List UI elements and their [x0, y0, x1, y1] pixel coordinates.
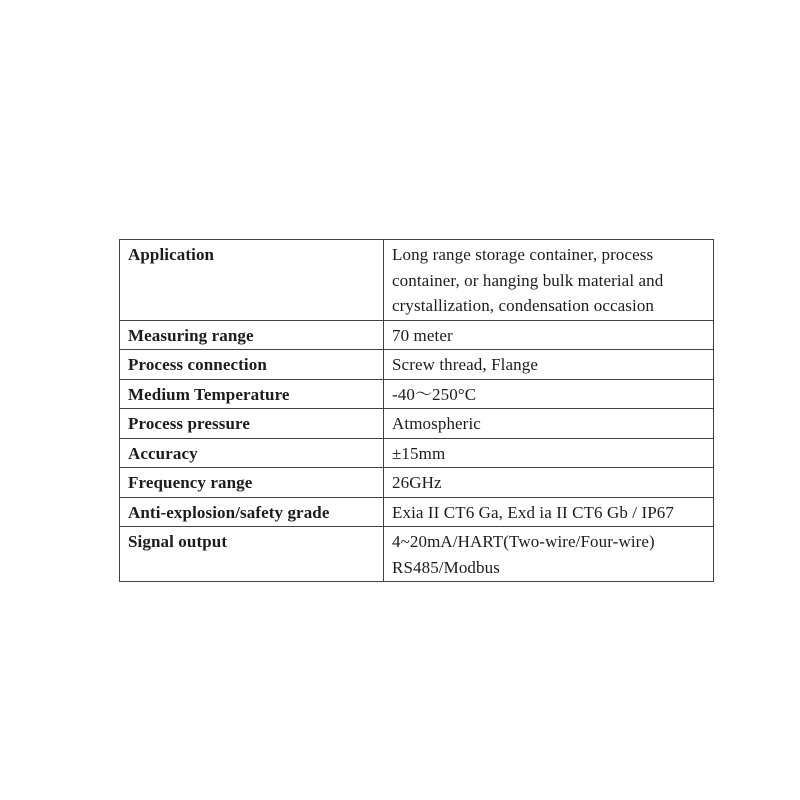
table-row-signal-output — [120, 527, 714, 582]
spec-value — [384, 527, 714, 582]
spec-label: Process pressure — [120, 409, 384, 439]
specification-table — [119, 239, 714, 582]
table-row-medium-temperature — [120, 379, 714, 409]
spec-value-line: ±15mm — [392, 443, 446, 463]
spec-value-line: Long range storage container, process — [392, 245, 654, 264]
table-row-application — [120, 240, 714, 321]
spec-value — [384, 350, 714, 380]
spec-value — [384, 379, 714, 409]
spec-label: Signal output — [120, 527, 384, 582]
spec-value-line: RS485/Modbus — [392, 557, 500, 577]
spec-label: Medium Temperature — [120, 379, 384, 409]
spec-value-line: container, or hanging bulk material and — [392, 270, 664, 290]
table-row-process-pressure — [120, 409, 714, 439]
spec-value-line: Screw thread, Flange — [392, 355, 538, 374]
table-row-process-connection — [120, 350, 714, 380]
spec-value-line: Atmospheric — [392, 414, 481, 433]
table-row-accuracy — [120, 438, 714, 468]
spec-value — [384, 497, 714, 527]
spec-label: Anti-explosion/safety grade — [120, 497, 384, 527]
spec-value-line: 4~20mA/HART(Two-wire/Four-wire) — [392, 532, 655, 551]
spec-value-line: 26GHz — [392, 473, 442, 492]
table-row-frequency-range — [120, 468, 714, 498]
spec-value — [384, 240, 714, 321]
table-row-measuring-range — [120, 320, 714, 350]
spec-label: Measuring range — [120, 320, 384, 350]
spec-label: Accuracy — [120, 438, 384, 468]
spec-label: Application — [120, 240, 384, 321]
spec-label: Process connection — [120, 350, 384, 380]
table-row-anti-explosion-grade — [120, 497, 714, 527]
spec-label: Frequency range — [120, 468, 384, 498]
spec-value — [384, 409, 714, 439]
spec-value — [384, 468, 714, 498]
spec-value-line: Exia II CT6 Ga, Exd ia II CT6 Gb / IP67 — [392, 502, 674, 522]
spec-value-line: 70 meter — [392, 325, 453, 345]
spec-value — [384, 320, 714, 350]
spec-value — [384, 438, 714, 468]
spec-value-line: -40～250°C — [392, 384, 477, 404]
spec-value-line: crystallization, condensation occasion — [392, 296, 655, 315]
